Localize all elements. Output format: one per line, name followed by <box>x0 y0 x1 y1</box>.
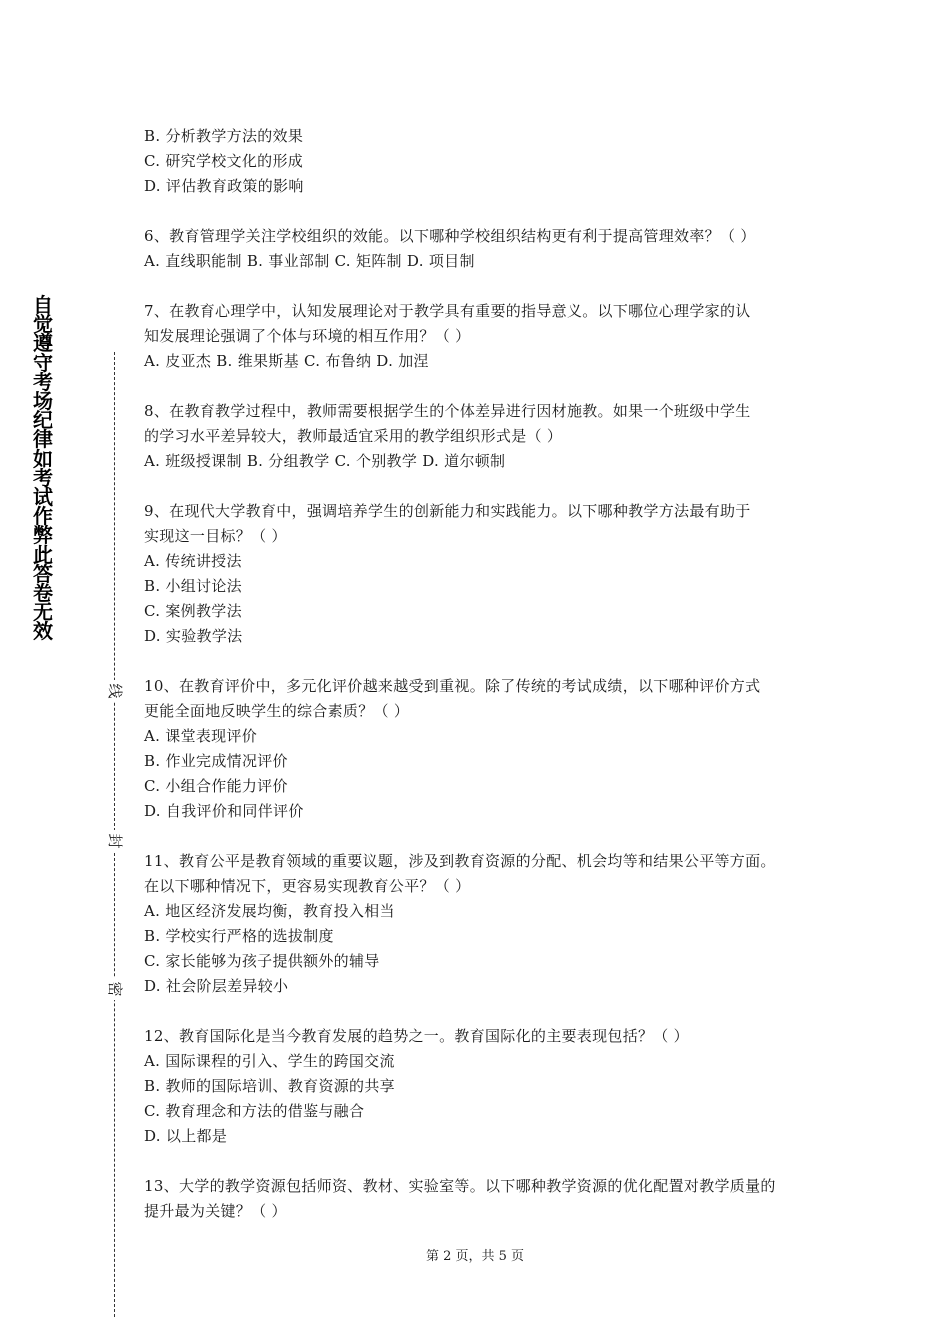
text-line: A. 皮亚杰 B. 维果斯基 C. 布鲁纳 D. 加涅 <box>144 352 429 370</box>
text-line: C. 小组合作能力评价 <box>144 777 288 795</box>
page-footer: 第 2 页，共 5 页 <box>425 1249 525 1264</box>
text-line: 13、大学的教学资源包括师资、教材、实验室等。以下哪种教学资源的优化配置对教学质量的 <box>144 1177 776 1195</box>
paragraph-gap <box>144 374 834 399</box>
binding-mark-secret: 密 <box>98 978 132 1000</box>
text-line: B. 作业完成情况评价 <box>144 752 288 770</box>
text-line: B. 学校实行严格的选拔制度 <box>144 927 334 945</box>
text-line: 8、在教育教学过程中，教师需要根据学生的个体差异进行因材施教。如果一个班级中学生 <box>144 402 751 420</box>
text-line: 10、在教育评价中，多元化评价越来越受到重视。除了传统的考试成绩，以下哪种评价方式 <box>144 677 761 695</box>
text-line: D. 评估教育政策的影响 <box>144 177 304 195</box>
text-line: 9、在现代大学教育中，强调培养学生的创新能力和实践能力。以下哪种教学方法最有助于 <box>144 502 751 520</box>
text-line: C. 家长能够为孩子提供额外的辅导 <box>144 952 380 970</box>
exam-discipline-warning: 自 觉 遵 守 考 场 纪 律 如 考 试 作 弊 此 答 卷 无 效 <box>33 293 53 644</box>
text-line: A. 地区经济发展均衡，教育投入相当 <box>144 902 395 920</box>
binding-mark-line: 线 <box>98 680 132 702</box>
text-line: C. 教育理念和方法的借鉴与融合 <box>144 1102 365 1120</box>
paragraph-gap <box>144 1149 834 1174</box>
exam-questions <box>144 124 834 1224</box>
paragraph-gap <box>144 824 834 849</box>
text-line: D. 自我评价和同伴评价 <box>144 802 304 820</box>
text-line: A. 班级授课制 B. 分组教学 C. 个别教学 D. 道尔顿制 <box>144 452 506 470</box>
text-line: B. 分析教学方法的效果 <box>144 127 304 145</box>
paragraph-gap <box>144 474 834 499</box>
text-line: 更能全面地反映学生的综合素质？（ ） <box>144 702 410 720</box>
text-line: 知发展理论强调了个体与环境的相互作用？（ ） <box>144 327 471 345</box>
text-line: A. 课堂表现评价 <box>144 727 258 745</box>
text-line: 实现这一目标？（ ） <box>144 527 287 545</box>
text-line: D. 以上都是 <box>144 1127 228 1145</box>
text-line: A. 直线职能制 B. 事业部制 C. 矩阵制 D. 项目制 <box>144 252 475 270</box>
text-line: C. 研究学校文化的形成 <box>144 152 304 170</box>
text-line: B. 小组讨论法 <box>144 577 242 595</box>
paragraph-gap <box>144 649 834 674</box>
text-line: 11、教育公平是教育领域的重要议题，涉及到教育资源的分配、机会均等和结果公平等方面。 <box>144 852 776 870</box>
text-line: A. 传统讲授法 <box>144 552 242 570</box>
text-line: C. 案例教学法 <box>144 602 242 620</box>
paragraph-gap <box>144 274 834 299</box>
text-line: 的学习水平差异较大，教师最适宜采用的教学组织形式是（ ） <box>144 427 563 445</box>
paragraph-gap <box>144 999 834 1024</box>
text-line: D. 实验教学法 <box>144 627 243 645</box>
text-line: D. 社会阶层差异较小 <box>144 977 289 995</box>
paragraph-gap <box>144 199 834 224</box>
text-line: 7、在教育心理学中，认知发展理论对于教学具有重要的指导意义。以下哪位心理学家的认 <box>144 302 751 320</box>
text-line: 提升最为关键？（ ） <box>144 1202 287 1220</box>
text-line: 12、教育国际化是当今教育发展的趋势之一。教育国际化的主要表现包括？（ ） <box>144 1027 689 1045</box>
text-line: B. 教师的国际培训、教育资源的共享 <box>144 1077 395 1095</box>
text-line: 6、教育管理学关注学校组织的效能。以下哪种学校组织结构更有利于提高管理效率？（ ） <box>144 227 756 245</box>
text-line: A. 国际课程的引入、学生的跨国交流 <box>144 1052 395 1070</box>
text-line: 在以下哪种情况下，更容易实现教育公平？（ ） <box>144 877 471 895</box>
binding-mark-seal: 封 <box>98 830 132 852</box>
